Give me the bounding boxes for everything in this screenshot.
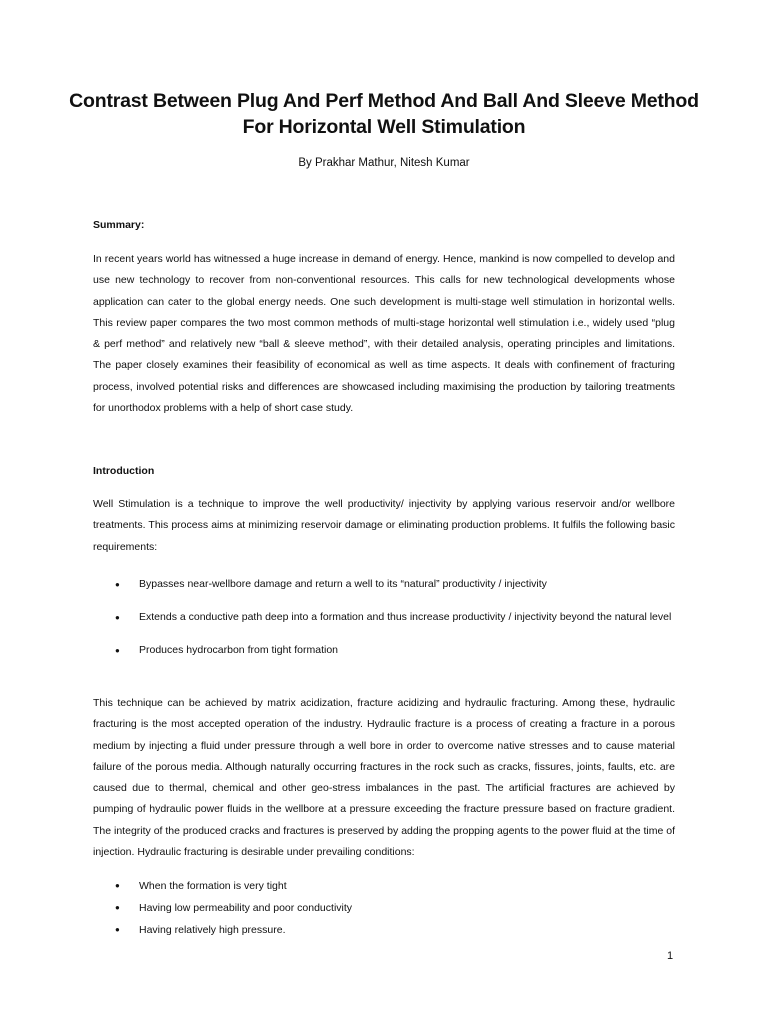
- bullet-icon: ●: [115, 925, 120, 934]
- list-item: [93, 607, 675, 628]
- list-item-text: Extends a conductive path deep into a formation and thus increase productivity / injectivity beyond the natural level: [139, 611, 672, 623]
- conditions-list: [93, 875, 675, 941]
- list-item-text: Having relatively high pressure.: [139, 924, 286, 936]
- list-item: [93, 919, 675, 941]
- list-item-text: Bypasses near-wellbore damage and return a well to its “natural” productivity / injectivity: [139, 578, 547, 590]
- list-item-text: When the formation is very tight: [139, 880, 287, 892]
- list-item: [93, 574, 675, 595]
- introduction-paragraph-1: Well Stimulation is a technique to improve the well productivity/ injectivity by applying various reservoir and/or wellbore treatments. This process aims at minimizing reservoir damage or eliminating production problems. It fulfils the following basic requirements:: [93, 498, 675, 553]
- bullet-icon: ●: [115, 903, 120, 912]
- bullet-icon: ●: [115, 881, 120, 890]
- document-title: Contrast Between Plug And Perf Method And Ball And Sleeve Method For Horizontal Well Stimulation: [69, 90, 699, 138]
- list-item: [93, 640, 675, 661]
- document-authors: By Prakhar Mathur, Nitesh Kumar: [298, 157, 470, 169]
- page-number: 1: [667, 950, 674, 962]
- bullet-icon: ●: [115, 580, 120, 589]
- list-item-text: Having low permeability and poor conductivity: [139, 902, 353, 914]
- requirements-list: [93, 574, 675, 661]
- introduction-heading: Introduction: [93, 465, 155, 477]
- summary-heading: Summary:: [93, 219, 145, 231]
- bullet-icon: ●: [115, 646, 120, 655]
- list-item: [93, 897, 675, 919]
- list-item-text: Produces hydrocarbon from tight formation: [139, 644, 339, 656]
- summary-paragraph: In recent years world has witnessed a huge increase in demand of energy. Hence, mankind is now compelled to develop and use new technology to recover from non-conventional resources. This calls for new technological developments whose application can cater to the global energy needs. One such development is multi-stage well stimulation in horizontal wells. This review paper compares the two most common methods of multi-stage horizontal well stimulation i.e., widely used “plug & perf method” and relatively new “ball & sleeve method”, with their detailed analysis, operating principles and limitations. The paper closely examines their feasibility of economical as well as time aspects. It deals with confinement of fracturing process, involved potential risks and differences are showcased including maximising the production by tailoring treatments for unorthodox problems with a help of short case study.: [93, 253, 675, 415]
- introduction-paragraph-2: This technique can be achieved by matrix acidization, fracture acidizing and hydraulic fracturing. Among these, hydraulic fracturing is the most accepted operation of the industry. Hydraulic fracture is a process of creating a fracture in a porous medium by injecting a fluid under pressure through a well bore in order to overcome native stresses and to cause material failure of the porous media. Although naturally occurring fractures in the rock such as cracks, fissures, joints, faults, etc. are caused due to thermal, chemical and other geo-stress imbalances in the past. The artificial fractures are achieved by pumping of hydraulic power fluids in the wellbore at a pressure exceeding the fracture pressure based on fracture gradient. The integrity of the produced cracks and fractures is preserved by adding the propping agents to the power fluid at the time of injection. Hydraulic fracturing is desirable under prevailing conditions:: [93, 697, 675, 859]
- list-item: [93, 875, 675, 897]
- bullet-icon: ●: [115, 613, 120, 622]
